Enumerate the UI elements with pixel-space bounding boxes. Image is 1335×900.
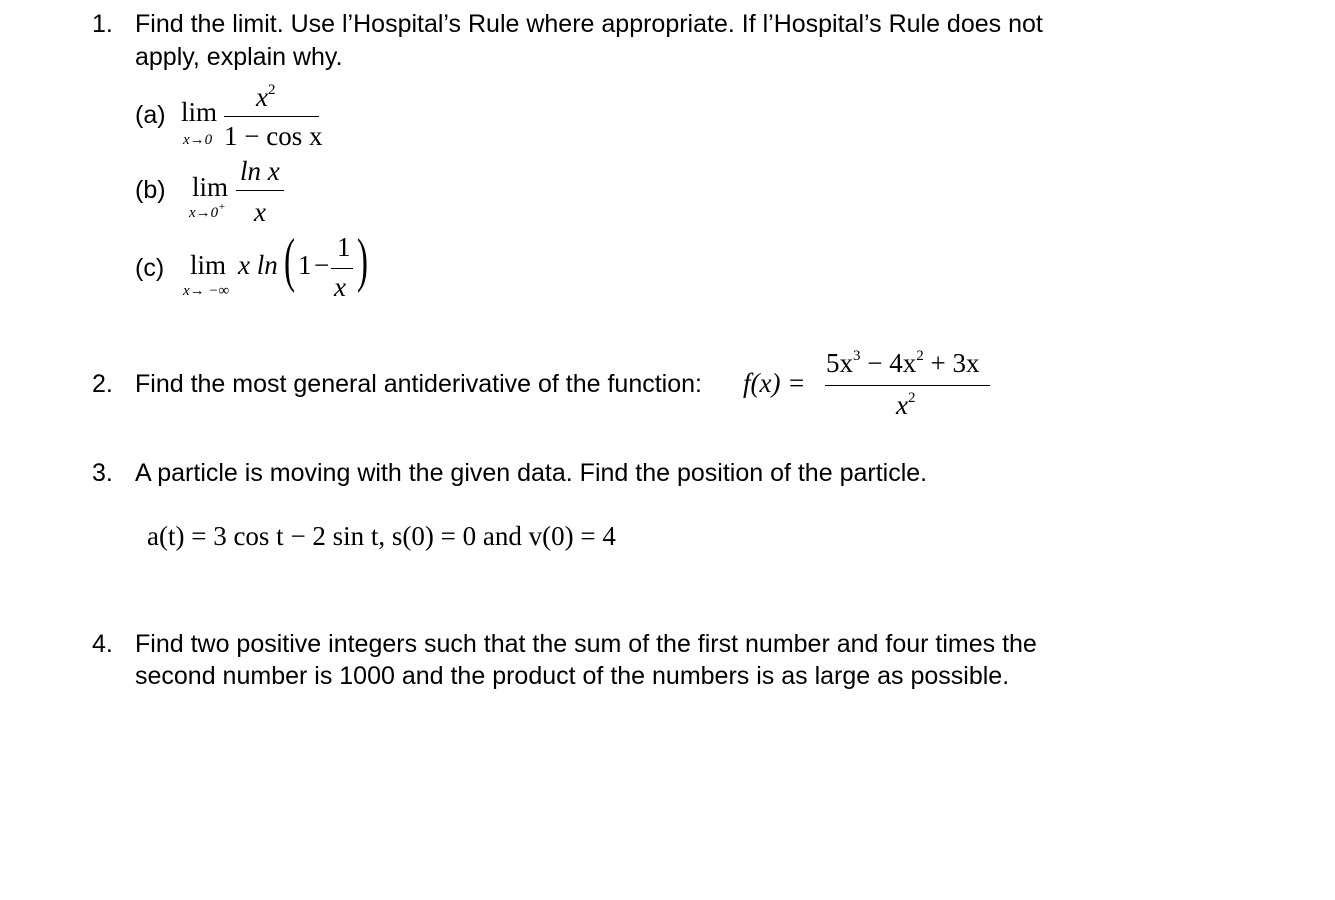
q1a-lim-subscript: x→0: [183, 132, 213, 148]
q1b-label: (b): [135, 176, 166, 204]
q1c-fraction-bar: [331, 268, 353, 269]
q1a-fraction-bar: [224, 116, 319, 117]
q1-text-line2: apply, explain why.: [135, 43, 343, 71]
q1c-lim: lim: [190, 250, 227, 280]
q2-denominator: $x^2$: [896, 390, 916, 420]
q1b-lim-subscript: x→0+: [189, 201, 226, 221]
q1c-inner-one: 1: [298, 250, 312, 280]
q1b-denominator: x: [254, 197, 266, 227]
q1c-label: (c): [135, 254, 165, 282]
q1-number: 1.: [92, 10, 113, 38]
q1-text-line1: Find the limit. Use l’Hospital’s Rule where appropriate. If l’Hospital’s Rule does not: [135, 10, 1043, 38]
q1c-left-paren: (: [284, 227, 295, 293]
q4-number: 4.: [92, 630, 113, 658]
q1b-lim: lim: [192, 172, 229, 202]
q2-fraction-bar: [825, 385, 990, 386]
q2-number: 2.: [92, 370, 113, 398]
q1a-numerator: $x^2$: [256, 82, 276, 112]
q3-text: A particle is moving with the given data. Find the position of the particle.: [135, 459, 928, 487]
q1a-lim: lim: [181, 97, 218, 127]
q1c-right-paren: ): [357, 227, 368, 293]
q3-equation: a(t) = 3 cos t − 2 sin t, s(0) = 0 and v(0) = 4: [147, 521, 616, 551]
q1c-inner-minus: −: [314, 250, 330, 280]
q1c-frac-denominator: x: [334, 272, 346, 302]
q1c-lim-subscript: x→ −∞: [183, 283, 230, 299]
q4-text-line1: Find two positive integers such that the sum of the first number and four times the: [135, 630, 1037, 658]
q1a-label: (a): [135, 101, 166, 129]
q1b-fraction-bar: [236, 190, 284, 191]
q4-text-line2: second number is 1000 and the product of the numbers is as large as possible.: [135, 662, 1010, 690]
q2-function-lhs: f(x) =: [743, 368, 806, 398]
q1c-expression: x ln: [238, 250, 278, 280]
q3-number: 3.: [92, 459, 113, 487]
q2-numerator: $5x^3 - 4x^2 + 3x$: [826, 348, 980, 378]
q2-text: Find the most general antiderivative of the function:: [135, 370, 702, 398]
q1c-frac-numerator: 1: [337, 232, 351, 262]
q1a-denominator: 1 − cos x: [224, 121, 323, 151]
q1b-numerator: ln x: [240, 156, 280, 186]
